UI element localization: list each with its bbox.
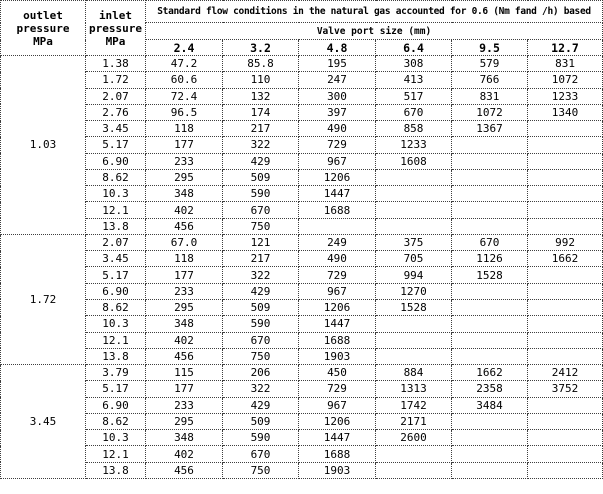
flow-value-cell: 195 [299, 56, 376, 72]
inlet-pressure-cell: 8.62 [86, 169, 146, 185]
inlet-pressure-cell: 5.17 [86, 137, 146, 153]
flow-value-cell: 705 [376, 251, 452, 267]
flow-value-cell: 1528 [452, 267, 528, 283]
flow-value-cell [528, 186, 603, 202]
table-row [1, 137, 603, 153]
inlet-pressure-cell: 12.1 [86, 202, 146, 218]
flow-value-cell [376, 218, 452, 234]
flow-value-cell: 348 [146, 316, 223, 332]
inlet-pressure-cell: 13.8 [86, 348, 146, 364]
outlet-pressure-line1: outlet [23, 8, 63, 22]
flow-value-cell [528, 153, 603, 169]
flow-value-cell: 308 [376, 56, 452, 72]
flow-value-cell: 579 [452, 56, 528, 72]
flow-value-cell [452, 153, 528, 169]
flow-value-cell: 1206 [299, 169, 376, 185]
flow-value-cell: 1688 [299, 332, 376, 348]
table-row [1, 218, 603, 234]
flow-value-cell: 729 [299, 267, 376, 283]
flow-value-cell: 992 [528, 234, 603, 250]
flow-value-cell: 110 [223, 72, 299, 88]
flow-value-cell [452, 169, 528, 185]
flow-value-cell [528, 218, 603, 234]
inlet-pressure-cell: 13.8 [86, 462, 146, 478]
flow-value-cell: 115 [146, 365, 223, 381]
flow-value-cell: 85.8 [223, 56, 299, 72]
col-header-size-4-8: 4.8 [299, 40, 376, 56]
flow-value-cell: 174 [223, 104, 299, 120]
inlet-pressure-cell: 2.76 [86, 104, 146, 120]
flow-value-cell: 456 [146, 348, 223, 364]
table-row [1, 446, 603, 462]
flow-value-cell: 967 [299, 153, 376, 169]
flow-value-cell: 670 [376, 104, 452, 120]
flow-value-cell: 1270 [376, 283, 452, 299]
table-row [1, 186, 603, 202]
flow-value-cell [452, 430, 528, 446]
flow-value-cell: 429 [223, 397, 299, 413]
table-row [1, 332, 603, 348]
flow-value-cell: 1742 [376, 397, 452, 413]
flow-value-cell: 397 [299, 104, 376, 120]
flow-value-cell: 1688 [299, 202, 376, 218]
flow-value-cell [528, 446, 603, 462]
flow-value-cell [452, 446, 528, 462]
flow-value-cell [452, 413, 528, 429]
inlet-pressure-cell: 3.45 [86, 121, 146, 137]
inlet-pressure-cell: 6.90 [86, 283, 146, 299]
table-row [1, 430, 603, 446]
col-header-size-2-4: 2.4 [146, 40, 223, 56]
flow-value-cell: 517 [376, 88, 452, 104]
flow-value-cell [452, 186, 528, 202]
flow-value-cell: 3752 [528, 381, 603, 397]
flow-value-cell [452, 299, 528, 315]
flow-value-cell: 67.0 [146, 234, 223, 250]
flow-value-cell [528, 121, 603, 137]
col-header-inlet-pressure [86, 1, 146, 56]
col-header-size-12-7: 12.7 [528, 40, 603, 56]
flow-value-cell: 1447 [299, 186, 376, 202]
flow-value-cell: 1662 [528, 251, 603, 267]
flow-value-cell: 1903 [299, 348, 376, 364]
flow-value-cell [528, 267, 603, 283]
flow-value-cell: 118 [146, 251, 223, 267]
flow-value-cell: 590 [223, 186, 299, 202]
flow-value-cell [528, 413, 603, 429]
flow-value-cell: 670 [223, 446, 299, 462]
flow-value-cell: 375 [376, 234, 452, 250]
inlet-pressure-cell: 5.17 [86, 267, 146, 283]
flow-value-cell: 590 [223, 316, 299, 332]
flow-value-cell: 509 [223, 299, 299, 315]
table-row [1, 234, 603, 250]
flow-value-cell: 177 [146, 381, 223, 397]
flow-value-cell [528, 299, 603, 315]
flow-value-cell: 1367 [452, 121, 528, 137]
flow-value-cell: 233 [146, 397, 223, 413]
inlet-pressure-cell: 8.62 [86, 299, 146, 315]
flow-value-cell: 121 [223, 234, 299, 250]
outlet-pressure-cell: 1.72 [1, 234, 86, 364]
table-row [1, 104, 603, 120]
table-row [1, 251, 603, 267]
flow-value-cell: 884 [376, 365, 452, 381]
flow-value-cell: 1688 [299, 446, 376, 462]
flow-value-cell [376, 202, 452, 218]
flow-value-cell [376, 332, 452, 348]
flow-value-cell: 322 [223, 137, 299, 153]
table-row [1, 413, 603, 429]
table-row [1, 283, 603, 299]
flow-value-cell: 402 [146, 332, 223, 348]
flow-value-cell [528, 137, 603, 153]
table-row [1, 153, 603, 169]
table-row [1, 202, 603, 218]
outlet-pressure-cell: 3.45 [1, 365, 86, 479]
table-row [1, 267, 603, 283]
flow-value-cell [528, 316, 603, 332]
table-row [1, 316, 603, 332]
flow-value-cell [299, 218, 376, 234]
valve-port-size-label: Valve port size (mm) [146, 23, 603, 40]
table-row [1, 348, 603, 364]
flow-value-cell [452, 316, 528, 332]
flow-value-cell: 670 [223, 332, 299, 348]
flow-value-cell [452, 462, 528, 478]
inlet-pressure-cell: 13.8 [86, 218, 146, 234]
flow-value-cell: 233 [146, 283, 223, 299]
flow-value-cell: 750 [223, 348, 299, 364]
flow-value-cell: 322 [223, 381, 299, 397]
flow-value-cell [528, 332, 603, 348]
flow-value-cell: 450 [299, 365, 376, 381]
inlet-pressure-cell: 8.62 [86, 413, 146, 429]
flow-value-cell: 1662 [452, 365, 528, 381]
flow-value-cell: 3484 [452, 397, 528, 413]
table-row [1, 88, 603, 104]
flow-value-cell: 47.2 [146, 56, 223, 72]
flow-value-cell: 750 [223, 218, 299, 234]
flow-value-cell: 177 [146, 137, 223, 153]
flow-value-cell: 729 [299, 137, 376, 153]
flow-value-cell: 348 [146, 430, 223, 446]
inlet-pressure-cell: 1.38 [86, 56, 146, 72]
flow-value-cell [452, 348, 528, 364]
flow-value-cell: 247 [299, 72, 376, 88]
flow-value-cell: 132 [223, 88, 299, 104]
flow-value-cell: 1206 [299, 299, 376, 315]
inlet-pressure-cell: 12.1 [86, 332, 146, 348]
table-row [1, 169, 603, 185]
flow-value-cell [528, 202, 603, 218]
flow-value-cell: 1528 [376, 299, 452, 315]
table-title: Standard flow conditions in the natural gas accounted for 0.6 (Nm fand /h) based [146, 1, 603, 23]
flow-value-cell: 831 [452, 88, 528, 104]
flow-value-cell: 2358 [452, 381, 528, 397]
flow-value-cell: 402 [146, 202, 223, 218]
flow-value-cell: 1072 [528, 72, 603, 88]
inlet-pressure-cell: 10.3 [86, 430, 146, 446]
inlet-pressure-cell: 6.90 [86, 153, 146, 169]
flow-value-cell: 1233 [376, 137, 452, 153]
table-row [1, 121, 603, 137]
table-row [1, 56, 603, 72]
flow-value-cell: 1126 [452, 251, 528, 267]
inlet-pressure-cell: 3.45 [86, 251, 146, 267]
flow-value-cell: 402 [146, 446, 223, 462]
flow-value-cell: 429 [223, 153, 299, 169]
table-row [1, 365, 603, 381]
col-header-size-3-2: 3.2 [223, 40, 299, 56]
flow-value-cell [376, 348, 452, 364]
col-header-size-6-4: 6.4 [376, 40, 452, 56]
flow-value-cell: 348 [146, 186, 223, 202]
flow-value-cell [452, 202, 528, 218]
flow-value-cell: 206 [223, 365, 299, 381]
flow-value-cell: 456 [146, 462, 223, 478]
table-row [1, 72, 603, 88]
flow-value-cell [376, 462, 452, 478]
outlet-pressure-line3: MPa [33, 34, 53, 48]
flow-value-cell: 300 [299, 88, 376, 104]
col-header-outlet-pressure [1, 1, 86, 56]
flow-value-cell [528, 348, 603, 364]
flow-value-cell: 72.4 [146, 88, 223, 104]
flow-value-cell: 490 [299, 121, 376, 137]
flow-value-cell: 118 [146, 121, 223, 137]
flow-value-cell: 429 [223, 283, 299, 299]
flow-value-cell: 1608 [376, 153, 452, 169]
flow-value-cell: 831 [528, 56, 603, 72]
table-row [1, 299, 603, 315]
flow-value-cell: 2412 [528, 365, 603, 381]
flow-value-cell: 456 [146, 218, 223, 234]
inlet-pressure-line3: MPa [105, 34, 126, 48]
table-row [1, 381, 603, 397]
flow-value-cell: 1447 [299, 316, 376, 332]
table-row [1, 397, 603, 413]
flow-value-cell: 1903 [299, 462, 376, 478]
flow-value-cell: 217 [223, 121, 299, 137]
inlet-pressure-cell: 10.3 [86, 316, 146, 332]
flow-value-cell: 413 [376, 72, 452, 88]
flow-value-cell [376, 186, 452, 202]
inlet-pressure-cell: 1.72 [86, 72, 146, 88]
flow-value-cell: 590 [223, 430, 299, 446]
flow-value-cell: 509 [223, 169, 299, 185]
flow-value-cell: 509 [223, 413, 299, 429]
flow-value-cell: 2171 [376, 413, 452, 429]
flow-value-cell: 2600 [376, 430, 452, 446]
flow-table-body [1, 56, 603, 479]
flow-value-cell: 96.5 [146, 104, 223, 120]
flow-value-cell: 490 [299, 251, 376, 267]
inlet-pressure-line2: pressure [89, 21, 142, 35]
flow-value-cell [528, 430, 603, 446]
inlet-pressure-cell: 12.1 [86, 446, 146, 462]
inlet-pressure-cell: 6.90 [86, 397, 146, 413]
flow-value-cell: 249 [299, 234, 376, 250]
flow-value-cell: 1313 [376, 381, 452, 397]
flow-value-cell: 1072 [452, 104, 528, 120]
flow-value-cell: 766 [452, 72, 528, 88]
inlet-pressure-cell: 3.79 [86, 365, 146, 381]
flow-value-cell [376, 169, 452, 185]
flow-value-cell: 217 [223, 251, 299, 267]
flow-value-cell [376, 446, 452, 462]
flow-value-cell [376, 316, 452, 332]
flow-value-cell: 1206 [299, 413, 376, 429]
inlet-pressure-line1: inlet [98, 8, 133, 22]
flow-value-cell: 670 [223, 202, 299, 218]
outlet-pressure-line2: pressure [16, 21, 70, 35]
flow-value-cell: 1233 [528, 88, 603, 104]
flow-value-cell: 967 [299, 397, 376, 413]
flow-value-cell [528, 283, 603, 299]
flow-value-cell [528, 169, 603, 185]
flow-value-cell: 322 [223, 267, 299, 283]
flow-value-cell [452, 332, 528, 348]
inlet-pressure-cell: 2.07 [86, 234, 146, 250]
table-row [1, 462, 603, 478]
inlet-pressure-cell: 10.3 [86, 186, 146, 202]
flow-value-cell: 729 [299, 381, 376, 397]
flow-value-cell: 1340 [528, 104, 603, 120]
outlet-pressure-cell: 1.03 [1, 56, 86, 235]
flow-value-cell: 295 [146, 299, 223, 315]
flow-value-cell: 295 [146, 169, 223, 185]
flow-value-cell: 750 [223, 462, 299, 478]
flow-value-cell [452, 137, 528, 153]
col-header-size-9-5: 9.5 [452, 40, 528, 56]
inlet-pressure-cell: 5.17 [86, 381, 146, 397]
flow-value-cell: 858 [376, 121, 452, 137]
flow-value-cell: 967 [299, 283, 376, 299]
flow-value-cell [452, 283, 528, 299]
flow-value-cell: 60.6 [146, 72, 223, 88]
flow-value-cell [528, 397, 603, 413]
flow-value-cell: 670 [452, 234, 528, 250]
flow-value-cell: 295 [146, 413, 223, 429]
flow-value-cell: 233 [146, 153, 223, 169]
inlet-pressure-cell: 2.07 [86, 88, 146, 104]
flow-value-cell [452, 218, 528, 234]
flow-value-cell: 994 [376, 267, 452, 283]
flow-value-cell: 177 [146, 267, 223, 283]
flow-value-cell [528, 462, 603, 478]
flow-value-cell: 1447 [299, 430, 376, 446]
